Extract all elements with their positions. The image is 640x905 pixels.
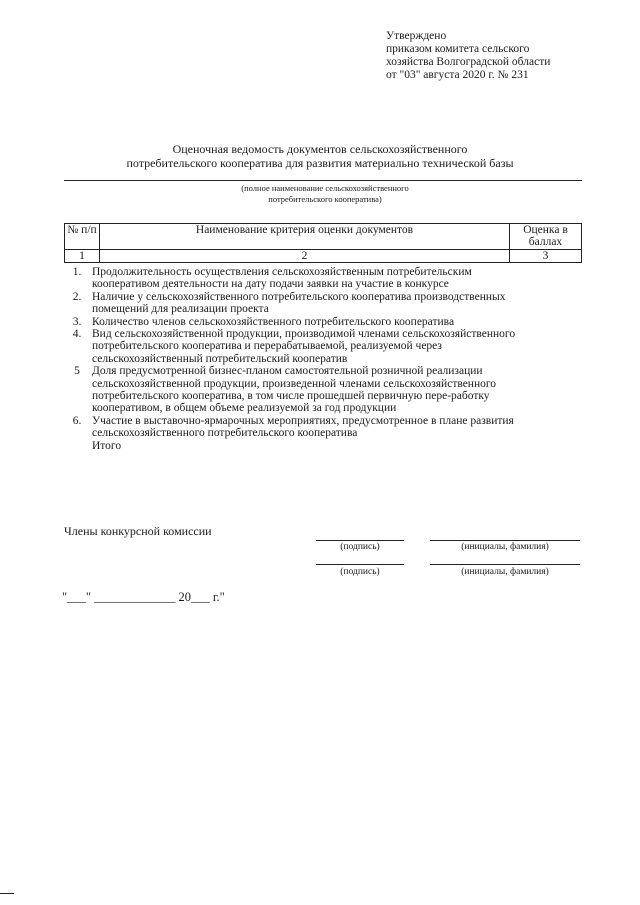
criteria-list (62, 266, 522, 452)
list-item (62, 291, 522, 316)
list-item (62, 316, 522, 328)
header-number: № п/п (65, 224, 100, 250)
item-text: Вид сельскохозяйственной продукции, производимой членами сельскохозяйственного потребительского кооператива и перерабатываемой, реализуемой через сельскохозяйственный потребительский кооператив (92, 328, 516, 365)
item-number: 4. (72, 328, 82, 341)
list-item (62, 266, 522, 291)
signature-line-1 (316, 540, 404, 541)
header-criterion: Наименование критерия оценки документов (100, 224, 510, 250)
list-item (62, 415, 522, 440)
item-text: Количество членов сельскохозяйственного потребительского кооператива (92, 315, 455, 328)
list-item (62, 328, 522, 365)
column-number-1: 1 (65, 250, 100, 263)
item-number: 3. (72, 315, 82, 328)
title-line: потребительского кооператива для развития материально технической базы (126, 156, 514, 170)
commission-members-label: Члены конкурсной комиссии (64, 524, 212, 538)
list-item (62, 365, 522, 415)
item-number: 5 (74, 365, 80, 378)
title-line: Оценочная ведомость документов сельскохозяйственного (172, 142, 468, 156)
approval-line: Утверждено (386, 30, 447, 42)
item-text: Участие в выставочно-ярмарочных мероприятиях, предусмотренное в плане развития сельскохозяйственного потребительского кооператива (92, 414, 514, 440)
cooperative-name-line (64, 180, 582, 181)
name-line-1 (430, 540, 580, 541)
approval-line: от "03" августа 2020 г. № 231 (386, 69, 529, 81)
evaluation-table (64, 223, 582, 263)
column-number-3: 3 (510, 250, 582, 263)
signature-caption-1: (подпись) (340, 542, 380, 552)
column-number-2: 2 (100, 250, 510, 263)
approval-block (386, 30, 550, 82)
cooperative-name-caption (180, 183, 470, 205)
item-text: Доля предусмотренной бизнес-планом самостоятельной розничной реализации сельскохозяйственной продукции, произведенной членами сельскохозяйственного потребительского кооператива, в том числе прошедшей первичную пере-работку кооперативом, в общем объеме реализуемой за год продукции (92, 365, 497, 415)
total-label: Итого (92, 439, 122, 452)
caption-line: (полное наименование сельскохозяйственного (241, 183, 409, 193)
approval-line: приказом комитета сельского (386, 43, 530, 55)
table-numbering-row (65, 250, 582, 263)
name-line-2 (430, 564, 580, 565)
item-number: 2. (72, 290, 82, 303)
date-line: "___" _____________ 20___ г." (62, 590, 225, 604)
caption-line: потребительского кооператива) (268, 194, 382, 204)
item-number: 1. (72, 266, 82, 278)
item-number (62, 440, 92, 452)
signature-caption-2: (подпись) (340, 567, 380, 577)
item-text: Наличие у сельскохозяйственного потребительского кооператива производственных помещений для реализации проекта (92, 290, 506, 316)
item-text: Продолжительность осуществления сельскохозяйственным потребительским кооперативом деятельности на дату подачи заявки на участие в конкурсе (92, 266, 472, 291)
item-number: 6. (72, 414, 82, 427)
header-score: Оценка в баллах (510, 224, 582, 250)
page-edge-mark (0, 893, 14, 894)
document-title (60, 142, 580, 170)
total-row (62, 440, 522, 452)
signature-line-2 (316, 564, 404, 565)
name-caption-2: (инициалы, фамилия) (461, 567, 549, 577)
name-caption-1: (инициалы, фамилия) (461, 542, 549, 552)
table-header-row (65, 224, 582, 250)
approval-line: хозяйства Волгоградской области (386, 56, 551, 68)
